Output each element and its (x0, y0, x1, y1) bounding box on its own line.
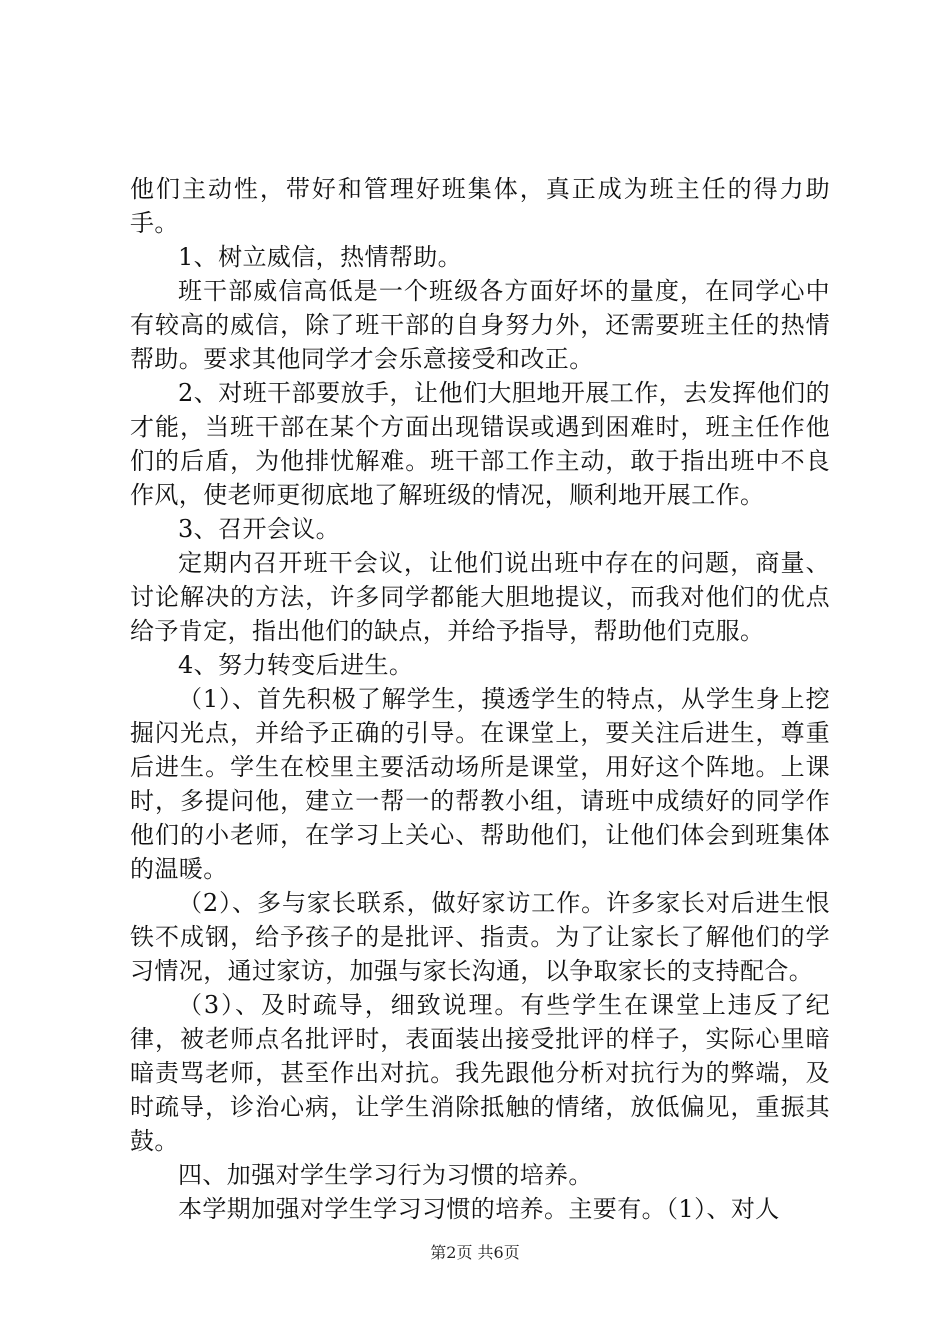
paragraph-9: （2）、多与家长联系，做好家访工作。许多家长对后进生恨铁不成钢，给予孩子的是批评、指责。为了让家长了解他们的学习情况，通过家访，加强与家长沟通，以争取家长的支持配合。 (130, 889, 830, 985)
paragraph-3: 班干部威信高低是一个班级各方面好坏的量度，在同学心中有较高的威信，除了班干部的自身努力外，还需要班主任的热情帮助。要求其他同学才会乐意接受和改正。 (130, 277, 830, 373)
document-body (130, 172, 830, 1226)
paragraph-6: 定期内召开班干会议，让他们说出班中存在的问题，商量、讨论解决的方法，许多同学都能大胆地提议，而我对他们的优点给予肯定，指出他们的缺点，并给予指导，帮助他们克服。 (130, 549, 830, 645)
paragraph-12: 本学期加强对学生学习习惯的培养。主要有。（1）、对人 (178, 1195, 780, 1223)
paragraph-11: 四、加强对学生学习行为习惯的培养。 (178, 1161, 593, 1189)
paragraph-8: （1）、首先积极了解学生，摸透学生的特点，从学生身上挖掘闪光点，并给予正确的引导。在课堂上，要关注后进生，尊重后进生。学生在校里主要活动场所是课堂，用好这个阵地。上课时，多提问他，建立一帮一的帮教小组，请班中成绩好的同学作他们的小老师，在学习上关心、帮助他们，让他们体会到班集体的温暖。 (130, 685, 830, 883)
paragraph-10: （3）、及时疏导，细致说理。有些学生在课堂上违反了纪律，被老师点名批评时，表面装出接受批评的样子，实际心里暗暗责骂老师，甚至作出对抗。我先跟他分析对抗行为的弊端，及时疏导，诊治心病，让学生消除抵触的情绪，放低偏见，重振其鼓。 (130, 991, 830, 1155)
paragraph-4: 2、对班干部要放手，让他们大胆地开展工作，去发挥他们的才能，当班干部在某个方面出现错误或遇到困难时，班主任作他们的后盾，为他排忧解难。班干部工作主动，敢于指出班中不良作风，使老师更彻底地了解班级的情况，顺利地开展工作。 (130, 379, 830, 509)
paragraph-7: 4、努力转变后进生。 (178, 651, 414, 679)
paragraph-5: 3、召开会议。 (178, 515, 341, 543)
paragraph-1: 他们主动性，带好和管理好班集体，真正成为班主任的得力助手。 (130, 175, 830, 237)
page-footer: 第2页 共6页 (430, 1243, 520, 1262)
paragraph-2: 1、树立威信，热情帮助。 (178, 243, 463, 271)
